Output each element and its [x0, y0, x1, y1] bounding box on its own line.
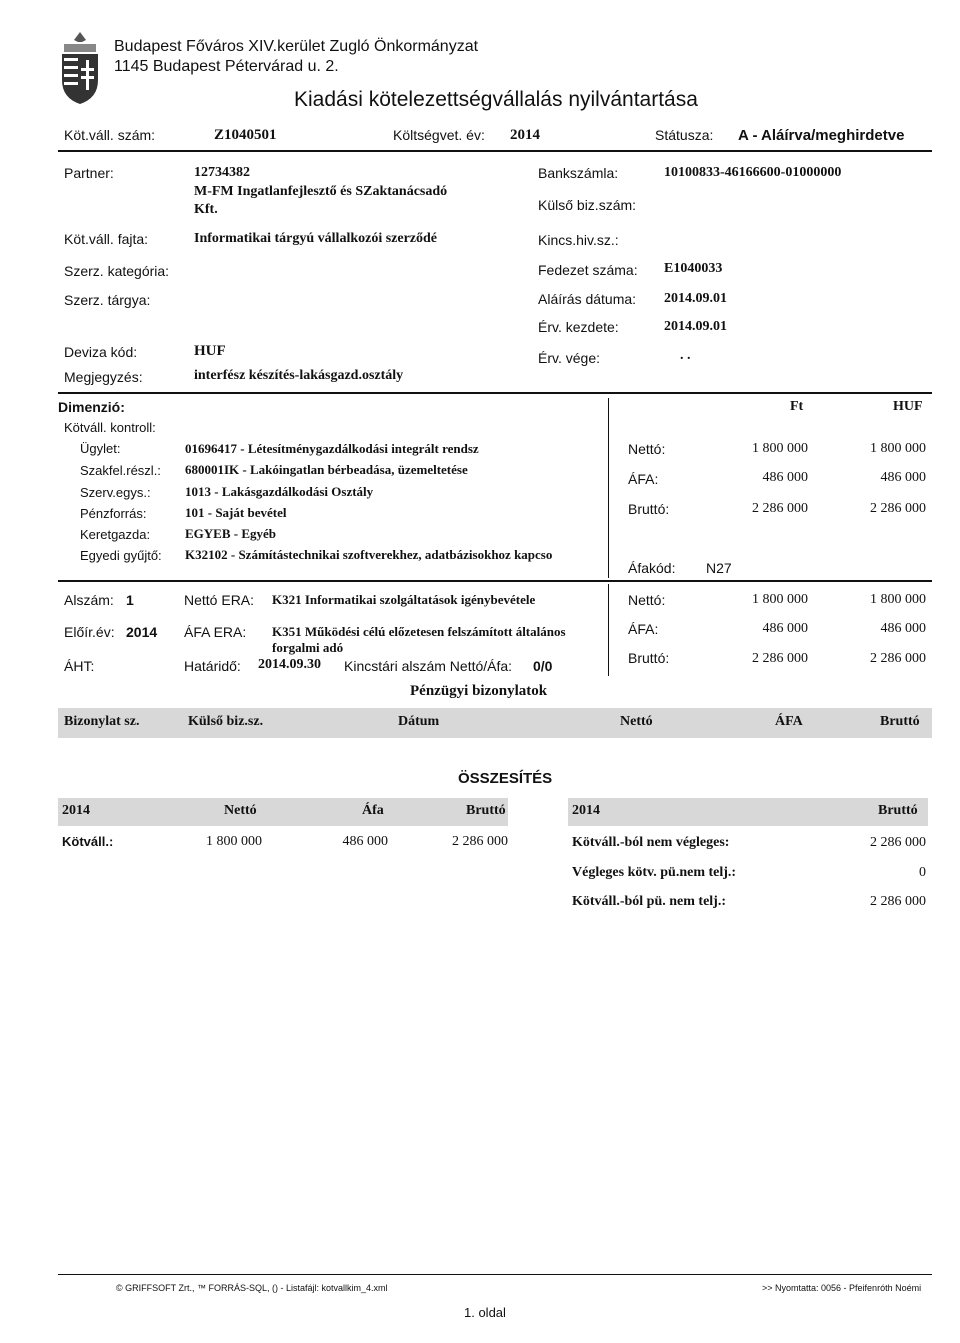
osszesites-right-label: Végleges kötv. pü.nem telj.:	[572, 865, 737, 880]
dim-total-ft: 1 800 000	[752, 441, 808, 456]
dim-total-label: ÁFA:	[628, 471, 659, 487]
fedezet-label: Fedezet száma:	[538, 262, 638, 278]
alszam-total-ft: 486 000	[762, 621, 808, 636]
penzugyi-col-header: Bizonylat sz.	[64, 714, 140, 729]
hatarido-label: Határidő:	[184, 658, 241, 674]
kotvall-szam-value: Z1040501	[214, 127, 277, 143]
alszam-total-huf: 1 800 000	[870, 592, 926, 607]
divider	[58, 150, 932, 152]
osszesites-right-col: Bruttó	[878, 803, 918, 818]
col-ft-header: Ft	[790, 399, 804, 414]
alszam-total-label: Nettó:	[628, 592, 666, 608]
osszesites-left-col: Bruttó	[466, 803, 506, 818]
penzugyi-col-header: Külső biz.sz.	[188, 714, 264, 729]
partner-name: M-FM Ingatlanfejlesztő és SZaktanácsadó	[194, 184, 448, 199]
osszesites-right-col: 2014	[572, 803, 600, 818]
afa-era-label: ÁFA ERA:	[184, 624, 247, 640]
fajta-value: Informatikai tárgyú vállalkozói szerződé	[194, 231, 438, 246]
col-huf-header: HUF	[893, 399, 923, 414]
koltsegvet-ev-value: 2014	[510, 127, 540, 143]
dim-total-label: Nettó:	[628, 441, 666, 457]
osszesites-left-col: 2014	[62, 803, 90, 818]
kincstari-label: Kincstári alszám Nettó/Áfa:	[344, 658, 513, 674]
osszesites-right-value: 2 286 000	[870, 894, 926, 909]
osszesites-right-label: Kötváll.-ból pü. nem telj.:	[572, 894, 726, 909]
erv-vege-label: Érv. vége:	[538, 350, 600, 366]
page-title: Kiadási kötelezettségvállalás nyilvántartása	[294, 88, 698, 111]
netto-era-label: Nettó ERA:	[184, 592, 255, 608]
bankszamla-label: Bankszámla:	[538, 165, 619, 181]
dim-row-label: Szakfel.részl.:	[80, 463, 161, 478]
targya-label: Szerz. tárgya:	[64, 292, 151, 308]
osszesites-afa: 486 000	[342, 834, 388, 849]
eloir-label: Előír.év:	[64, 624, 115, 640]
alszam-total-huf: 486 000	[880, 621, 926, 636]
osszesites-row-label: Kötváll.:	[62, 834, 114, 849]
erv-kezdete-label: Érv. kezdete:	[538, 319, 619, 335]
alszam-value: 1	[126, 592, 134, 608]
dim-row-value: 1013 - Lakásgazdálkodási Osztály	[185, 484, 374, 499]
dim-total-ft: 486 000	[762, 470, 808, 485]
penzugyi-title: Pénzügyi bizonylatok	[410, 683, 548, 699]
alszam-total-ft: 2 286 000	[752, 651, 808, 666]
osszesites-right-value: 2 286 000	[870, 835, 926, 850]
dim-row-label: Egyedi gyűjtő:	[80, 548, 162, 563]
kategoria-label: Szerz. kategória:	[64, 263, 170, 279]
megjegyzes-label: Megjegyzés:	[64, 369, 143, 385]
partner-label: Partner:	[64, 165, 114, 181]
alszam-label: Alszám:	[64, 592, 114, 608]
dim-total-huf: 2 286 000	[870, 501, 926, 516]
page-number: 1. oldal	[464, 1305, 506, 1320]
dim-row-label: Pénzforrás:	[80, 506, 147, 521]
alszam-total-label: ÁFA:	[628, 621, 659, 637]
osszesites-right-value: 0	[919, 865, 926, 880]
osszesites-left-col: Nettó	[224, 803, 257, 818]
alairas-value: 2014.09.01	[664, 291, 727, 306]
koltsegvet-ev-label: Költségvet. év:	[393, 127, 485, 143]
statusz-label: Státusza:	[655, 127, 714, 143]
osszesites-left-col: Áfa	[362, 803, 384, 818]
afa-era-value: K351 Működési célú előzetesen felszámított általános	[272, 624, 566, 639]
coat-of-arms-icon	[56, 30, 104, 106]
osszesites-right-label: Kötváll.-ból nem végleges:	[572, 835, 730, 850]
bankszamla-value: 10100833-46166600-01000000	[664, 165, 842, 180]
afa-era-value-2: forgalmi adó	[272, 640, 344, 655]
dim-total-huf: 1 800 000	[870, 441, 926, 456]
netto-era-value: K321 Informatikai szolgáltatások igénybevétele	[272, 592, 536, 607]
afakod-value: N27	[706, 560, 732, 576]
dim-row-value: 01696417 - Létesítménygazdálkodási integrált rendsz	[185, 441, 479, 456]
column-divider	[608, 584, 609, 676]
dim-row-label: Szerv.egys.:	[80, 485, 151, 500]
column-divider	[608, 398, 609, 578]
dimenzio-title: Dimenzió:	[58, 399, 125, 415]
dim-total-huf: 486 000	[880, 470, 926, 485]
divider	[58, 392, 932, 394]
osszesites-left-header	[58, 798, 508, 826]
dim-row-value: K32102 - Számítástechnikai szoftverekhez, adatbázisokhoz kapcso	[185, 547, 553, 562]
erv-kezdete-value: 2014.09.01	[664, 319, 727, 334]
divider	[58, 580, 932, 582]
alszam-total-huf: 2 286 000	[870, 651, 926, 666]
dim-row-value: 101 - Saját bevétel	[185, 505, 287, 520]
footer-copyright: © GRIFFSOFT Zrt., ™ FORRÁS-SQL, () - Listafájl: kotvallkim_4.xml	[116, 1283, 388, 1293]
afakod-label: Áfakód:	[628, 560, 676, 576]
megjegyzes-value: interfész készítés-lakásgazd.osztály	[194, 368, 404, 383]
deviza-label: Deviza kód:	[64, 344, 138, 360]
penzugyi-col-header: Nettó	[620, 714, 653, 729]
partner-name-2: Kft.	[194, 202, 218, 217]
dim-total-label: Bruttó:	[628, 501, 670, 517]
dim-row-label: Keretgazda:	[80, 527, 151, 542]
dim-total-ft: 2 286 000	[752, 501, 808, 516]
kulso-biz-label: Külső biz.szám:	[538, 197, 637, 213]
penzugyi-col-header: ÁFA	[775, 714, 803, 729]
dim-row-value: EGYEB - Egyéb	[185, 526, 277, 541]
osszesites-title: ÖSSZESÍTÉS	[458, 770, 553, 787]
osszesites-brutto: 2 286 000	[452, 834, 508, 849]
fedezet-value: E1040033	[664, 261, 723, 276]
partner-code: 12734382	[194, 165, 250, 180]
aht-label: ÁHT:	[64, 658, 95, 674]
hatarido-value: 2014.09.30	[258, 657, 321, 672]
deviza-value: HUF	[194, 343, 226, 359]
dim-row-value: 680001IK - Lakóingatlan bérbeadása, üzemeltetése	[185, 462, 468, 477]
eloir-value: 2014	[126, 624, 158, 640]
penzugyi-col-header: Dátum	[398, 714, 440, 729]
statusz-value: A - Aláírva/meghirdetve	[738, 127, 905, 144]
erv-vege-value: . .	[680, 348, 691, 363]
osszesites-netto: 1 800 000	[206, 834, 262, 849]
footer-divider	[58, 1274, 932, 1275]
kotvall-kontroll-label: Kötváll. kontroll:	[64, 420, 156, 435]
footer-printed-by: >> Nyomtatta: 0056 - Pfeifenróth Noémi	[762, 1283, 922, 1293]
kincstari-value: 0/0	[533, 658, 553, 674]
osszesites-right-header	[568, 798, 928, 826]
alszam-total-ft: 1 800 000	[752, 592, 808, 607]
alszam-total-label: Bruttó:	[628, 650, 670, 666]
org-name: Budapest Főváros XIV.kerület Zugló Önkormányzat	[114, 38, 479, 55]
penzugyi-col-header: Bruttó	[880, 714, 920, 729]
kincs-label: Kincs.hiv.sz.:	[538, 232, 619, 248]
fajta-label: Köt.váll. fajta:	[64, 231, 149, 247]
kotvall-szam-label: Köt.váll. szám:	[64, 127, 156, 143]
dim-row-label: Ügylet:	[80, 441, 121, 456]
org-address: 1145 Budapest Pétervárad u. 2.	[114, 58, 339, 75]
alairas-label: Aláírás dátuma:	[538, 291, 637, 307]
